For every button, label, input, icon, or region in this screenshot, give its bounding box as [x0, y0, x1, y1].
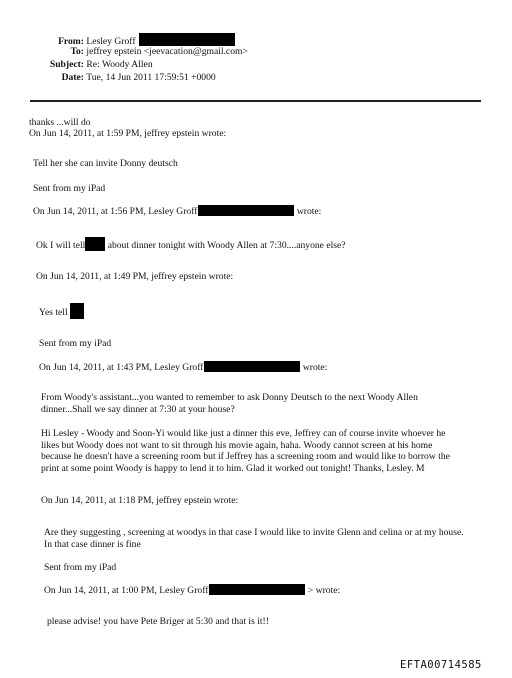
- message-paragraph: Hi Lesley - Woody and Soon-Yi would like just a dinner this eve, Jeffrey can of course invite whoever he likes but Woody does not want to sit through his movie again, haha. Woody cannot screen at his home because he doesn't have a screening room but if Jeffrey has a screening room and would like to borrow the print at some point Woody is happy to lend it to him. Glad it worked out tonight! Thanks, Lesley. M: [41, 428, 450, 475]
- attribution-suffix: wrote:: [302, 362, 328, 373]
- date-value: Tue, 14 Jun 2011 17:59:51 +0000: [86, 72, 216, 83]
- header-subject-row: [30, 59, 153, 71]
- redaction-box: [70, 303, 84, 319]
- message-text-part: Yes tell: [39, 307, 68, 318]
- quote-attribution: [33, 205, 321, 218]
- header-divider: [30, 100, 481, 102]
- attribution-text: On Jun 14, 2011, at 1:56 PM, Lesley Groff: [33, 206, 198, 217]
- message-text: please advise! you have Pete Briger at 5:30 and that is it!!: [47, 616, 269, 627]
- signature-text: Sent from my iPad: [44, 562, 117, 573]
- quote-attribution: On Jun 14, 2011, at 1:18 PM, jeffrey epstein wrote:: [41, 495, 239, 506]
- redaction-box: [209, 584, 305, 595]
- attribution-suffix: > wrote:: [307, 585, 341, 596]
- message-paragraph: From Woody's assistant...you wanted to remember to ask Donny Deutsch to the next Woody Allen dinner...Shall we say dinner at 7:30 at your house?: [41, 392, 418, 415]
- quote-attribution: [44, 584, 340, 597]
- attribution-suffix: wrote:: [296, 206, 322, 217]
- from-value: Lesley Groff: [86, 36, 136, 47]
- subject-value: Re: Woody Allen: [86, 59, 153, 70]
- attribution-text: On Jun 14, 2011, at 1:43 PM, Lesley Groff: [39, 362, 204, 373]
- message-text-part: Ok I will tell: [36, 240, 86, 251]
- header-date-row: [30, 72, 216, 84]
- message-text-part: about dinner tonight with Woody Allen at 7:30....anyone else?: [107, 240, 346, 251]
- redaction-box: [198, 205, 294, 216]
- bates-number: EFTA00714585: [400, 659, 482, 671]
- quote-attribution: On Jun 14, 2011, at 1:49 PM, jeffrey epstein wrote:: [36, 271, 234, 282]
- reply-text: thanks ...will do: [29, 117, 91, 128]
- quote-attribution: On Jun 14, 2011, at 1:59 PM, jeffrey epstein wrote:: [29, 128, 227, 139]
- subject-label: Subject:: [49, 59, 84, 70]
- to-value: jeffrey epstein <jeevacation@gmail.com>: [86, 46, 248, 57]
- message-paragraph: Are they suggesting , screening at woodys in that case I would like to invite Glenn and celina or at my house. In that case dinner is fine: [44, 527, 464, 550]
- redaction-box: [204, 361, 300, 372]
- signature-text: Sent from my iPad: [33, 183, 106, 194]
- message-text: Tell her she can invite Donny deutsch: [33, 158, 178, 169]
- to-label: To:: [70, 46, 84, 57]
- from-label: From:: [58, 36, 84, 47]
- attribution-text: On Jun 14, 2011, at 1:00 PM, Lesley Groff: [44, 585, 209, 596]
- redaction-box: [85, 237, 105, 251]
- message-text: [39, 303, 84, 319]
- redaction-box: [139, 33, 235, 46]
- message-text: [36, 237, 346, 252]
- signature-text: Sent from my iPad: [39, 338, 112, 349]
- header-to-row: [30, 46, 248, 58]
- date-label: Date:: [61, 72, 84, 83]
- quote-attribution: [39, 361, 327, 374]
